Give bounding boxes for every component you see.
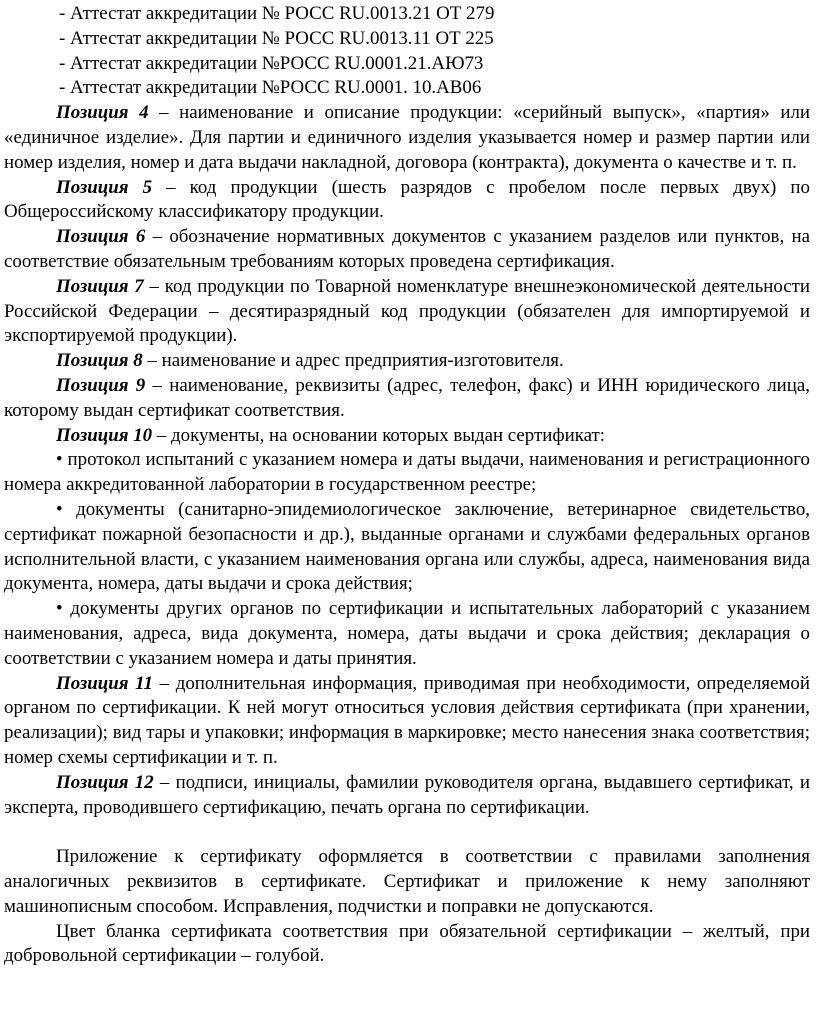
position-label: Позиция 9: [56, 374, 146, 396]
position-6-paragraph: [4, 225, 810, 275]
position-text: – код продукции (шесть разрядов с пробелом после первых двух) по Общероссийскому классификатору продукции.: [4, 176, 810, 223]
position-8-paragraph: [4, 349, 810, 374]
closing-paragraph: Цвет бланка сертификата соответствия при обязательной сертификации – желтый, при добровольной сертификации – голубой.: [4, 920, 810, 967]
position-7-paragraph: [4, 275, 810, 349]
position-11-paragraph: [4, 672, 810, 771]
position-label: Позиция 5: [56, 176, 153, 198]
closing-paragraph: Приложение к сертификату оформляется в соответствии с правилами заполнения аналогичных реквизитов в сертификате. Сертификат и приложение к нему заполняют машинописным способом. Исправления, подчистки и поправки не допускаются.: [4, 846, 810, 917]
position-9-paragraph: [4, 374, 810, 424]
position-text: – наименование, реквизиты (адрес, телефон, факс) и ИНН юридического лица, которому выдан сертификат соответствия.: [4, 374, 810, 421]
bullet-item: • документы (санитарно-эпидемиологическое заключение, ветеринарное свидетельство, сертификат пожарной безопасности и др.), выданные органами и службами федеральных органов исполнительной власти, с указанием наименования органа или службы, адреса, наименования вида документа, номера, даты выдачи и срока действия;: [4, 498, 810, 595]
attestat-line: - Аттестат аккредитации № РОСС RU.0013.11 ОТ 225: [59, 27, 494, 49]
position-label: Позиция 11: [56, 672, 153, 694]
attestat-line: - Аттестат аккредитации № РОСС RU.0013.21 ОТ 279: [59, 3, 495, 24]
position-text: – наименование и описание продукции: «серийный выпуск», «партия» или «единичное изделие». Для партии и единичного изделия указывается номер и размер партии или номер изделия, номер и дата выдачи накладной, договора (контракта), документа о качестве и т. п.: [4, 102, 810, 173]
position-label: Позиция 7: [56, 275, 144, 297]
attestat-line: - Аттестат аккредитации №РОСС RU.0001. 10.АВ06: [59, 77, 482, 99]
position-text: – код продукции по Товарной номенклатуре внешнеэкономической деятельности Российской Федерации – десятиразрядный код продукции (обязателен для импортируемой и экспортируемой продукции).: [4, 275, 810, 347]
position-12-paragraph: [4, 771, 810, 821]
position-text: – подписи, инициалы, фамилии руководителя органа, выдавшего сертификат, и эксперта, проводившего сертификацию, печать органа по сертификации.: [4, 771, 810, 818]
position-label: Позиция 6: [56, 226, 146, 248]
position-10-paragraph: [4, 424, 810, 449]
position-text: – обозначение нормативных документов с указанием разделов или пунктов, на соответствие обязательным требованиям которых проведена сертификация.: [4, 226, 810, 272]
bullet-item: • протокол испытаний с указанием номера и даты выдачи, наименования и регистрационного номера аккредитованной лаборатории в государственном реестре;: [4, 449, 810, 496]
position-4-paragraph: [4, 101, 810, 175]
position-label: Позиция 4: [56, 102, 149, 124]
position-text: – дополнительная информация, приводимая при необходимости, определяемой органом по сертификации. К ней могут относиться условия действия сертификата (при хранении, реализации); вид тары и упаковки; информация в маркировке; место нанесения знака соответствия; номер схемы сертификации и т. п.: [4, 672, 810, 768]
position-label: Позиция 12: [56, 771, 154, 793]
position-text: – документы, на основании которых выдан сертификат:: [152, 424, 606, 446]
position-text: – наименование и адрес предприятия-изготовителя.: [142, 350, 564, 372]
position-label: Позиция 10: [56, 424, 153, 446]
position-label: Позиция 8: [56, 350, 143, 372]
position-5-paragraph: [4, 176, 810, 226]
paragraph-spacer: [4, 820, 810, 845]
bullet-item: • документы других органов по сертификации и испытательных лабораторий с указанием наименования, адреса, вида документа, номера, даты выдачи и срока действия; декларация о соответствии с указанием номера и даты принятия.: [4, 598, 810, 669]
attestat-line: - Аттестат аккредитации №РОСС RU.0001.21.АЮ73: [59, 52, 484, 74]
